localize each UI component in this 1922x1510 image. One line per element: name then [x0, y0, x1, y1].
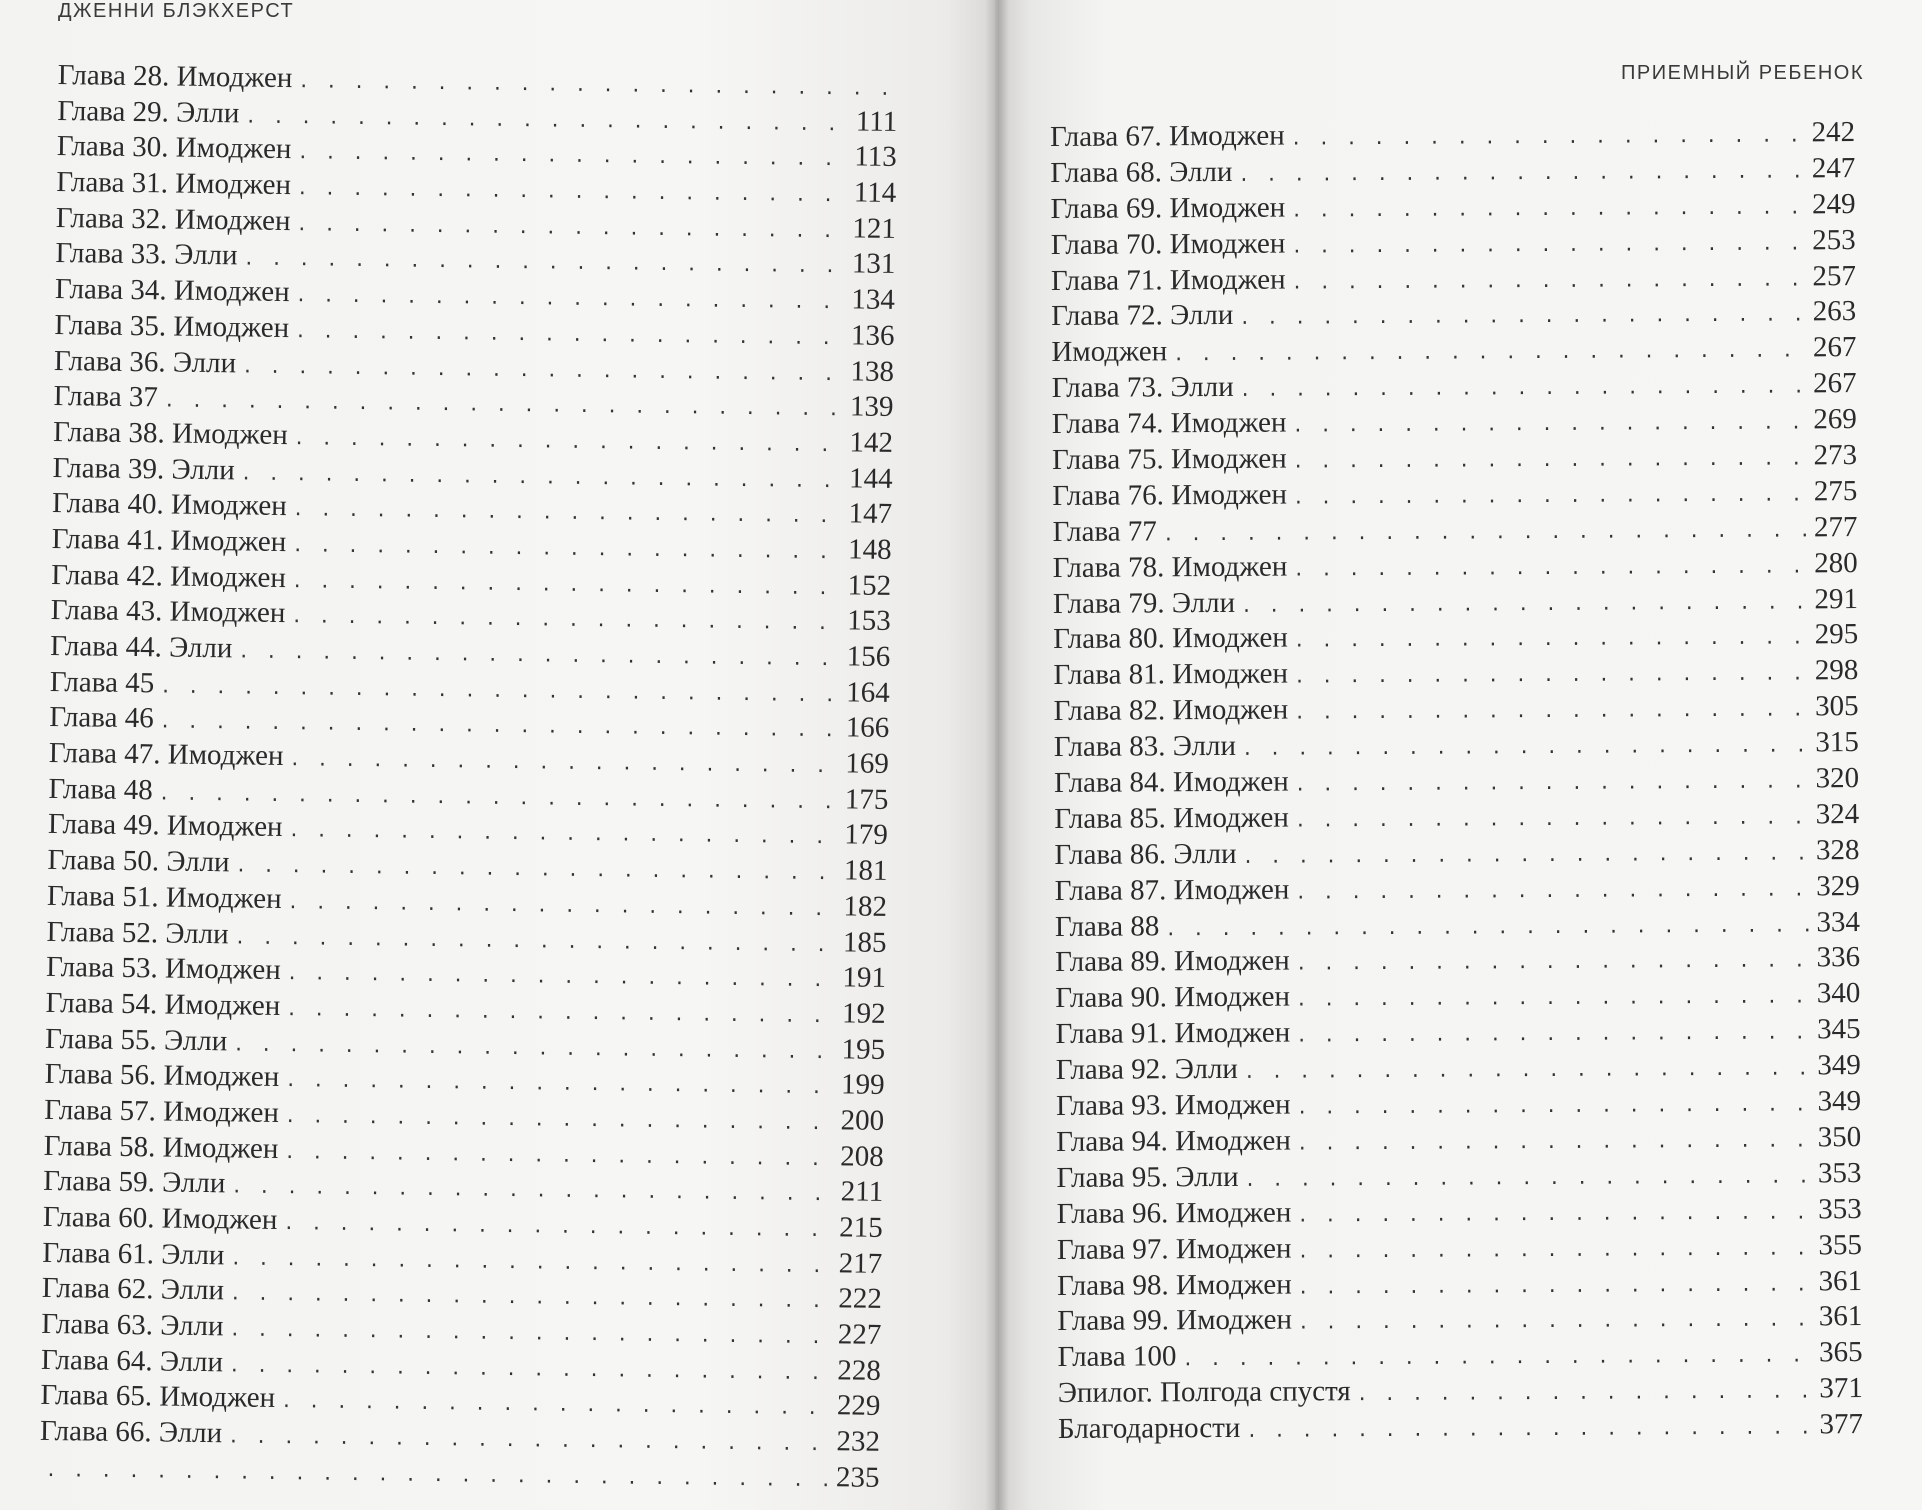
toc-entry-page-number: 138 — [850, 354, 895, 388]
book-gutter — [985, 0, 1009, 1510]
toc-entry-title: Глава 76. Имоджен — [1052, 478, 1288, 512]
toc-entry-title: Глава 41. Имоджен — [51, 522, 287, 558]
toc-entry-title: Глава 30. Имоджен — [56, 130, 292, 166]
toc-entry-page-number: 247 — [1811, 151, 1856, 185]
toc-entry-title: Глава 77 — [1052, 515, 1157, 548]
toc-entry-title: Глава 84. Имоджен — [1053, 765, 1289, 800]
toc-entry-page-number: 298 — [1814, 654, 1859, 687]
toc-entry-title: Глава 61. Элли — [42, 1236, 225, 1271]
toc-entry-title: Глава 93. Имоджен — [1055, 1088, 1291, 1123]
toc-entry-title: Глава 75. Имоджен — [1051, 442, 1287, 477]
dot-leader — [1297, 1195, 1814, 1234]
toc-entry-page-number: 267 — [1812, 331, 1857, 364]
toc-entry-title: Глава 56. Имоджен — [44, 1058, 280, 1094]
toc-entry — [1052, 402, 1857, 443]
toc-entry-title: Глава 88 — [1054, 909, 1160, 943]
dot-leader — [1239, 298, 1809, 337]
toc-entry — [1050, 151, 1855, 192]
toc-entry-title: Глава 82. Имоджен — [1053, 693, 1289, 728]
toc-entry — [1058, 1371, 1863, 1412]
toc-entry-title: Глава 50. Элли — [47, 844, 230, 879]
toc-entry-title: Глава 53. Имоджен — [45, 951, 281, 987]
toc-entry-title: Глава 66. Элли — [39, 1415, 223, 1450]
toc-entry-page-number: 329 — [1816, 869, 1860, 903]
toc-entry — [1056, 1156, 1861, 1197]
dot-leader — [1292, 262, 1809, 301]
toc-entry-title: Глава 62. Элли — [41, 1272, 225, 1307]
toc-entry-title: Глава 81. Имоджен — [1053, 657, 1289, 692]
toc-entry — [1055, 1012, 1860, 1053]
toc-entry-title: Имоджен — [1051, 335, 1168, 369]
toc-entry-page-number: 144 — [848, 461, 893, 495]
dot-leader — [1293, 477, 1810, 516]
toc-entry-title: Глава 34. Имоджен — [54, 273, 290, 309]
toc-entry — [1057, 1192, 1862, 1233]
toc-entry — [1054, 797, 1859, 838]
toc-entry-page-number: 164 — [846, 676, 890, 709]
right-page — [995, 0, 1922, 1510]
dot-leader — [1298, 1267, 1815, 1306]
toc-entry — [1055, 905, 1860, 946]
toc-entry — [1056, 1084, 1861, 1125]
dot-leader — [1294, 693, 1811, 732]
toc-entry-page-number: 191 — [842, 961, 887, 995]
toc-entry-title: Глава 87. Имоджен — [1054, 873, 1290, 907]
toc-entry-page-number: 353 — [1818, 1192, 1862, 1226]
toc-entry — [1051, 223, 1856, 264]
toc-entry-page-number: 334 — [1816, 905, 1861, 938]
toc-entry-title: Благодарности — [1057, 1411, 1241, 1446]
dot-leader — [1173, 334, 1809, 374]
toc-list-left — [39, 58, 898, 1496]
dot-leader — [1244, 1159, 1814, 1198]
toc-entry-page-number: 324 — [1815, 797, 1860, 831]
toc-entry-title: Глава 69. Имоджен — [1050, 191, 1286, 225]
toc-entry-page-number: 249 — [1811, 187, 1856, 221]
toc-entry-page-number: 136 — [850, 319, 895, 352]
toc-entry-page-number: 336 — [1816, 941, 1861, 974]
dot-leader — [1296, 944, 1813, 983]
toc-entry-page-number: 142 — [849, 426, 894, 459]
toc-entry-page-number: 195 — [841, 1032, 886, 1066]
toc-entry-title: Глава 35. Имоджен — [54, 308, 290, 344]
toc-entry-page-number: 273 — [1813, 439, 1858, 472]
toc-entry-page-number: 215 — [839, 1211, 883, 1244]
dot-leader — [1163, 513, 1810, 553]
toc-entry — [1056, 1048, 1861, 1089]
toc-entry-title: Глава 71. Имоджен — [1050, 263, 1286, 297]
dot-leader — [1293, 549, 1810, 588]
toc-entry — [1050, 187, 1855, 228]
toc-entry-page-number: 156 — [846, 640, 891, 673]
toc-entry-title: Глава 63. Элли — [41, 1307, 224, 1343]
toc-entry-title: Глава 32. Имоджен — [55, 201, 291, 237]
toc-entry-page-number: 181 — [843, 854, 888, 888]
toc-entry-title: Глава 60. Имоджен — [42, 1200, 278, 1236]
dot-leader — [1298, 1303, 1815, 1342]
toc-entry-title: Глава 38. Имоджен — [52, 415, 288, 451]
toc-entry — [1053, 546, 1858, 587]
running-head-title: ПРИЕМНЫЙ РЕБЕНОК — [1621, 62, 1864, 84]
toc-entry-page-number: 152 — [847, 569, 892, 602]
toc-entry-title: Глава 40. Имоджен — [51, 487, 287, 523]
toc-entry-page-number: 153 — [846, 604, 891, 638]
toc-entry — [1054, 725, 1859, 766]
toc-entry — [1057, 1299, 1862, 1340]
running-head-author: ДЖЕННИ БЛЭКХЕРСТ — [58, 0, 295, 22]
toc-entry-page-number: 113 — [854, 140, 897, 174]
toc-entry-title: Глава 89. Имоджен — [1055, 945, 1290, 979]
dot-leader — [1297, 1087, 1814, 1126]
toc-entry-page-number: 340 — [1816, 977, 1861, 1010]
dot-leader — [1296, 1016, 1813, 1055]
toc-entry-title: Глава 54. Имоджен — [45, 986, 281, 1022]
dot-leader — [1241, 585, 1811, 624]
toc-entry — [1055, 976, 1860, 1017]
toc-entry-title: Глава 72. Элли — [1051, 299, 1234, 333]
toc-entry-title: Глава 86. Элли — [1054, 837, 1237, 871]
toc-entry-page-number: 192 — [841, 997, 886, 1030]
toc-entry — [1054, 833, 1859, 874]
dot-leader — [1240, 370, 1810, 409]
toc-entry — [1053, 618, 1858, 659]
toc-entry-title: Глава 65. Имоджен — [40, 1379, 276, 1415]
toc-entry-page-number: 228 — [837, 1354, 882, 1387]
toc-entry-page-number: 147 — [848, 497, 893, 531]
toc-entry-title: Глава 47. Имоджен — [48, 737, 284, 773]
dot-leader — [1165, 908, 1812, 948]
toc-entry-title: Глава 68. Элли — [1050, 155, 1233, 189]
dot-leader — [1295, 800, 1812, 839]
toc-entry-title: Глава 46 — [49, 701, 154, 735]
toc-entry-title: Глава 29. Элли — [57, 94, 240, 130]
toc-entry-page-number: 217 — [838, 1247, 883, 1280]
toc-entry-page-number: 169 — [845, 747, 890, 780]
toc-entry — [1052, 474, 1857, 515]
toc-entry-title: Глава 39. Элли — [52, 451, 235, 486]
dot-leader — [1238, 154, 1808, 193]
toc-entry-page-number: 315 — [1815, 726, 1859, 759]
toc-entry-title: Глава 85. Имоджен — [1054, 801, 1289, 835]
toc-entry-page-number: 166 — [845, 711, 890, 745]
dot-leader — [1297, 1123, 1814, 1162]
toc-entry-page-number: 371 — [1819, 1372, 1863, 1405]
toc-entry-page-number: 134 — [851, 283, 896, 317]
toc-entry-page-number: 291 — [1814, 582, 1859, 615]
toc-entry-title: Глава 36. Элли — [53, 344, 237, 379]
toc-entry-page-number: 328 — [1815, 833, 1860, 867]
toc-entry-page-number: 280 — [1814, 546, 1858, 580]
toc-entry-title: Глава 73. Элли — [1051, 371, 1234, 405]
toc-entry-page-number: 235 — [835, 1461, 880, 1494]
toc-entry-page-number: 253 — [1812, 223, 1856, 257]
toc-entry-title: Глава 48 — [48, 772, 154, 807]
toc-entry-page-number: 349 — [1817, 1049, 1861, 1082]
toc-entry-title: Глава 52. Элли — [46, 915, 229, 950]
toc-entry-page-number: 365 — [1818, 1336, 1863, 1369]
toc-entry-title: Глава 94. Имоджен — [1056, 1124, 1291, 1158]
toc-entry-title: Глава 98. Имоджен — [1057, 1268, 1292, 1302]
toc-entry-title: Глава 97. Имоджен — [1056, 1232, 1292, 1266]
dot-leader — [1244, 1052, 1814, 1091]
toc-entry — [1052, 438, 1857, 479]
toc-entry-page-number: 200 — [840, 1104, 885, 1137]
toc-entry-page-number: 277 — [1813, 510, 1858, 544]
toc-entry-page-number: 148 — [847, 533, 892, 566]
toc-entry-title: Глава 95. Элли — [1056, 1160, 1239, 1194]
toc-entry-page-number: 131 — [851, 247, 896, 281]
toc-entry-page-number: 355 — [1818, 1228, 1862, 1261]
dot-leader — [1292, 405, 1809, 444]
toc-entry — [1054, 761, 1859, 802]
toc-entry-title: Глава 42. Имоджен — [51, 558, 287, 594]
toc-entry-title: Глава 83. Элли — [1053, 730, 1237, 764]
toc-entry-page-number: 353 — [1817, 1156, 1862, 1190]
toc-entry — [1057, 1228, 1862, 1269]
toc-entry-page-number: 211 — [840, 1175, 884, 1209]
toc-entry-title: Глава 67. Имоджен — [1050, 119, 1285, 153]
toc-entry-title: Глава 92. Элли — [1055, 1053, 1238, 1087]
toc-entry-page-number: 208 — [839, 1139, 884, 1173]
toc-entry — [1057, 1335, 1862, 1376]
toc-entry-title: Глава 51. Имоджен — [46, 879, 282, 915]
toc-entry-page-number: 345 — [1816, 1013, 1861, 1046]
toc-entry-title: Глава 44. Элли — [50, 629, 233, 665]
toc-entry-title: Глава 43. Имоджен — [50, 594, 286, 630]
dot-leader — [1246, 1410, 1815, 1449]
toc-entry — [1052, 366, 1857, 407]
toc-entry-title: Глава 99. Имоджен — [1057, 1303, 1293, 1338]
dot-leader — [1295, 764, 1812, 803]
dot-leader — [1182, 1339, 1815, 1379]
toc-entry-page-number: 295 — [1814, 618, 1859, 651]
toc-entry-page-number: 222 — [838, 1282, 883, 1316]
toc-entry-title: Глава 79. Элли — [1052, 586, 1236, 620]
toc-entry-page-number: 361 — [1818, 1300, 1863, 1333]
toc-entry-title: Глава 58. Имоджен — [43, 1129, 279, 1165]
dot-leader — [1357, 1375, 1816, 1414]
toc-list-right — [1050, 115, 1863, 1448]
toc-entry — [1051, 295, 1856, 336]
toc-entry-page-number: 227 — [837, 1318, 882, 1351]
toc-entry — [1051, 259, 1856, 300]
toc-entry-title: Глава 90. Имоджен — [1055, 980, 1291, 1015]
toc-entry-page-number: 229 — [836, 1389, 881, 1423]
toc-entry-page-number: 275 — [1813, 474, 1858, 508]
toc-entry-page-number: 175 — [844, 783, 889, 816]
dot-leader — [1296, 980, 1813, 1019]
toc-entry-title: Глава 37 — [53, 380, 159, 414]
toc-entry-title: Глава 91. Имоджен — [1055, 1016, 1291, 1051]
toc-entry — [1053, 653, 1858, 694]
toc-entry-page-number: 269 — [1813, 403, 1857, 436]
toc-entry-title: Глава 96. Имоджен — [1056, 1196, 1292, 1230]
toc-entry — [1053, 582, 1858, 623]
toc-entry-page-number: 305 — [1814, 690, 1859, 723]
toc-entry-page-number: 179 — [844, 818, 889, 852]
toc-entry-page-number: 377 — [1819, 1408, 1864, 1441]
dot-leader — [1294, 657, 1811, 696]
toc-entry — [1055, 941, 1860, 982]
dot-leader — [1295, 872, 1812, 911]
toc-entry-page-number: 320 — [1815, 762, 1860, 795]
toc-entry-page-number: 139 — [849, 390, 894, 424]
dot-leader — [1294, 621, 1811, 660]
toc-entry-page-number: 199 — [840, 1068, 885, 1102]
toc-entry-title: Глава 74. Имоджен — [1051, 406, 1287, 441]
toc-entry-page-number: 111 — [855, 105, 898, 138]
dot-leader — [1297, 1231, 1814, 1270]
toc-entry-page-number: 361 — [1818, 1264, 1863, 1297]
toc-entry-page-number: 232 — [836, 1425, 881, 1459]
toc-entry-page-number: 185 — [842, 925, 887, 959]
toc-entry-title: Глава 70. Имоджен — [1050, 227, 1286, 261]
toc-entry — [1054, 689, 1859, 730]
toc-entry-page-number: 349 — [1817, 1085, 1862, 1118]
toc-entry — [1056, 1120, 1861, 1161]
toc-entry-page-number: 182 — [843, 890, 888, 923]
toc-entry-title: Глава 45 — [49, 665, 155, 699]
toc-entry — [1052, 510, 1857, 551]
toc-entry-title: Глава 55. Элли — [44, 1022, 228, 1057]
toc-entry-title: Глава 78. Имоджен — [1052, 550, 1288, 584]
toc-entry-page-number: 263 — [1812, 295, 1857, 328]
toc-entry-title: Глава 28. Имоджен — [57, 58, 293, 95]
toc-entry-title: Глава 64. Элли — [40, 1343, 224, 1379]
toc-entry-title: Глава 57. Имоджен — [44, 1093, 280, 1129]
dot-leader — [1293, 441, 1810, 480]
toc-entry-title: Глава 100 — [1057, 1340, 1177, 1374]
toc-entry-page-number: 350 — [1817, 1121, 1862, 1154]
toc-entry-page-number: 114 — [853, 176, 897, 210]
dot-leader — [1291, 226, 1808, 265]
dot-leader — [1242, 729, 1812, 768]
toc-entry-page-number: 121 — [852, 212, 897, 245]
toc-entry — [1057, 1264, 1862, 1305]
toc-entry-title: Глава 80. Имоджен — [1053, 622, 1288, 656]
toc-entry — [1051, 330, 1856, 371]
dot-leader — [1242, 836, 1812, 875]
toc-entry-page-number: 242 — [1811, 116, 1856, 149]
toc-entry-title: Глава 59. Элли — [43, 1165, 226, 1200]
toc-entry-title: Глава 31. Имоджен — [56, 166, 292, 202]
toc-entry-title: Глава 49. Имоджен — [47, 808, 283, 844]
toc-entry-title: Глава 33. Элли — [55, 237, 238, 272]
dot-leader — [1291, 118, 1808, 157]
toc-entry-page-number: 267 — [1813, 367, 1857, 400]
toc-entry — [1055, 869, 1860, 910]
dot-leader — [1291, 190, 1808, 229]
toc-entry — [1050, 115, 1855, 156]
toc-entry — [1058, 1407, 1863, 1448]
toc-entry-title: Эпилог. Полгода спустя — [1057, 1375, 1351, 1410]
toc-entry-page-number: 257 — [1812, 259, 1857, 292]
